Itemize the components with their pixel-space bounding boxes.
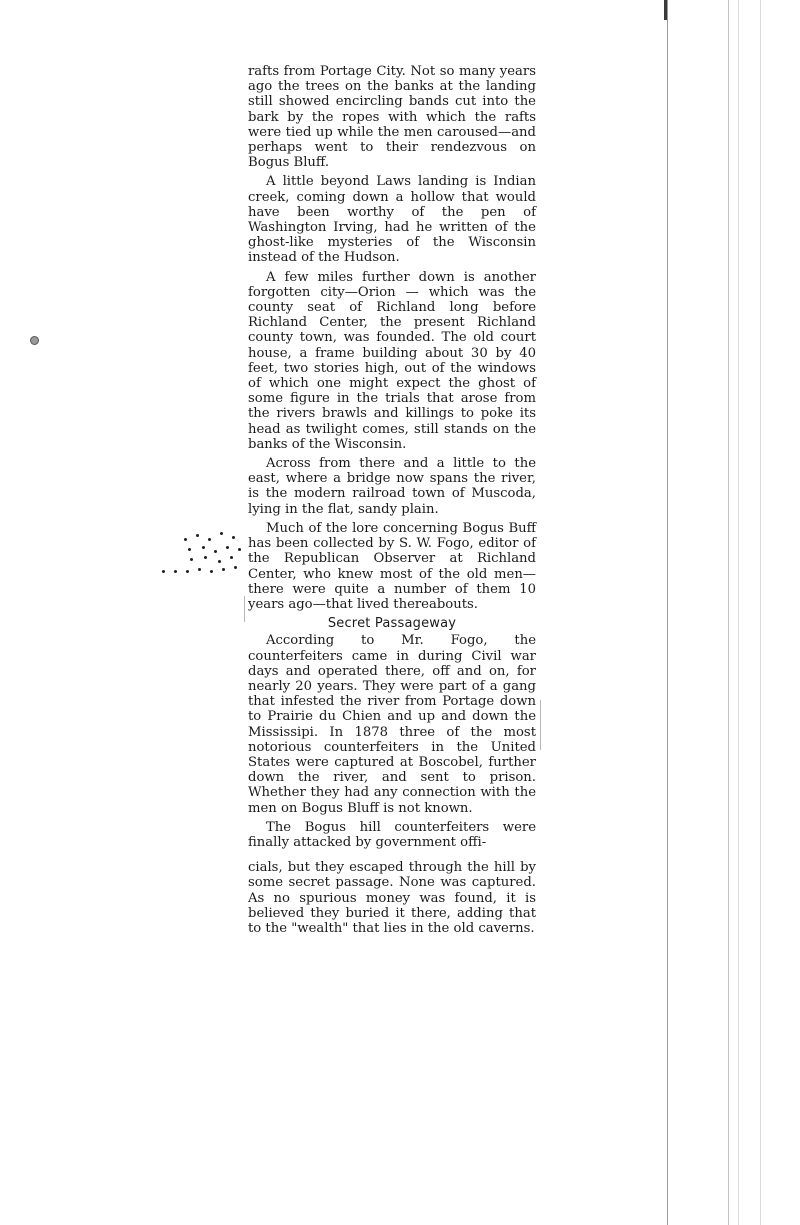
paragraph: Much of the lore concerning Bogus Buff has been collected by S. W. Fogo, editor of the Republican Observer at Richland Center, who knew most of the old men—there were quite a number of them 10 years ago—that lived thereabouts. (248, 520, 536, 612)
section-subheading: Secret Passageway (327, 616, 457, 632)
margin-rule (540, 700, 541, 750)
paragraph: rafts from Portage City. Not so many years ago the trees on the banks at the landing still showed encircling bands cut into the bark by the ropes with which the rafts were tied up while the men caroused—and perhaps went to their rendezvous on Bogus Bluff. (248, 64, 536, 171)
paragraph: A little beyond Laws landing is Indian creek, coming down a hollow that would have been worthy of the pen of Washington Irving, had he written of the ghost-like mysteries of the Wisconsin instead of the Hudson. (248, 174, 536, 266)
page-edge-line (760, 0, 761, 1225)
page-edge-line (667, 0, 668, 1225)
paragraph: Across from there and a little to the east, where a bridge now spans the river, is the modern railroad town of Muscoda, lying in the flat, sandy plain. (248, 456, 536, 517)
paragraph: A few miles further down is another forgotten city—Orion — which was the county seat of Richland long before Richland Center, the present Richland county town, was founded. The old court house, a frame building about 30 by 40 feet, two stories high, out of the windows of which one might expect the ghost of some figure in the trials that arose from the rivers brawls and killings to poke its head as twilight comes, still stands on the banks of the Wisconsin. (248, 269, 536, 452)
perforation-dots (160, 530, 260, 580)
margin-rule (244, 596, 245, 622)
article-column (248, 64, 536, 940)
page-edge-line (738, 0, 739, 1225)
stray-ink-mark (30, 336, 39, 345)
page-edge-line (728, 0, 729, 1225)
paragraph: The Bogus hill counterfeiters were finally attacked by government offi- (248, 819, 536, 850)
paragraph: cials, but they escaped through the hill by some secret passage. None was captured. As no spurious money was found, it is believed they buried it there, adding that to the "wealth" that lies in the old caverns. (248, 860, 536, 936)
paragraph: According to Mr. Fogo, the counterfeiters came in during Civil war days and operated there, off and on, for nearly 20 years. They were part of a gang that infested the river from Portage down to Prairie du Chien and up and down the Mississipi. In 1878 three of the most notorious counterfeiters in the United States were captured at Boscobel, further down the river, and sent to prison. Whether they had any connection with the men on Bogus Bluff is not known. (248, 633, 536, 816)
